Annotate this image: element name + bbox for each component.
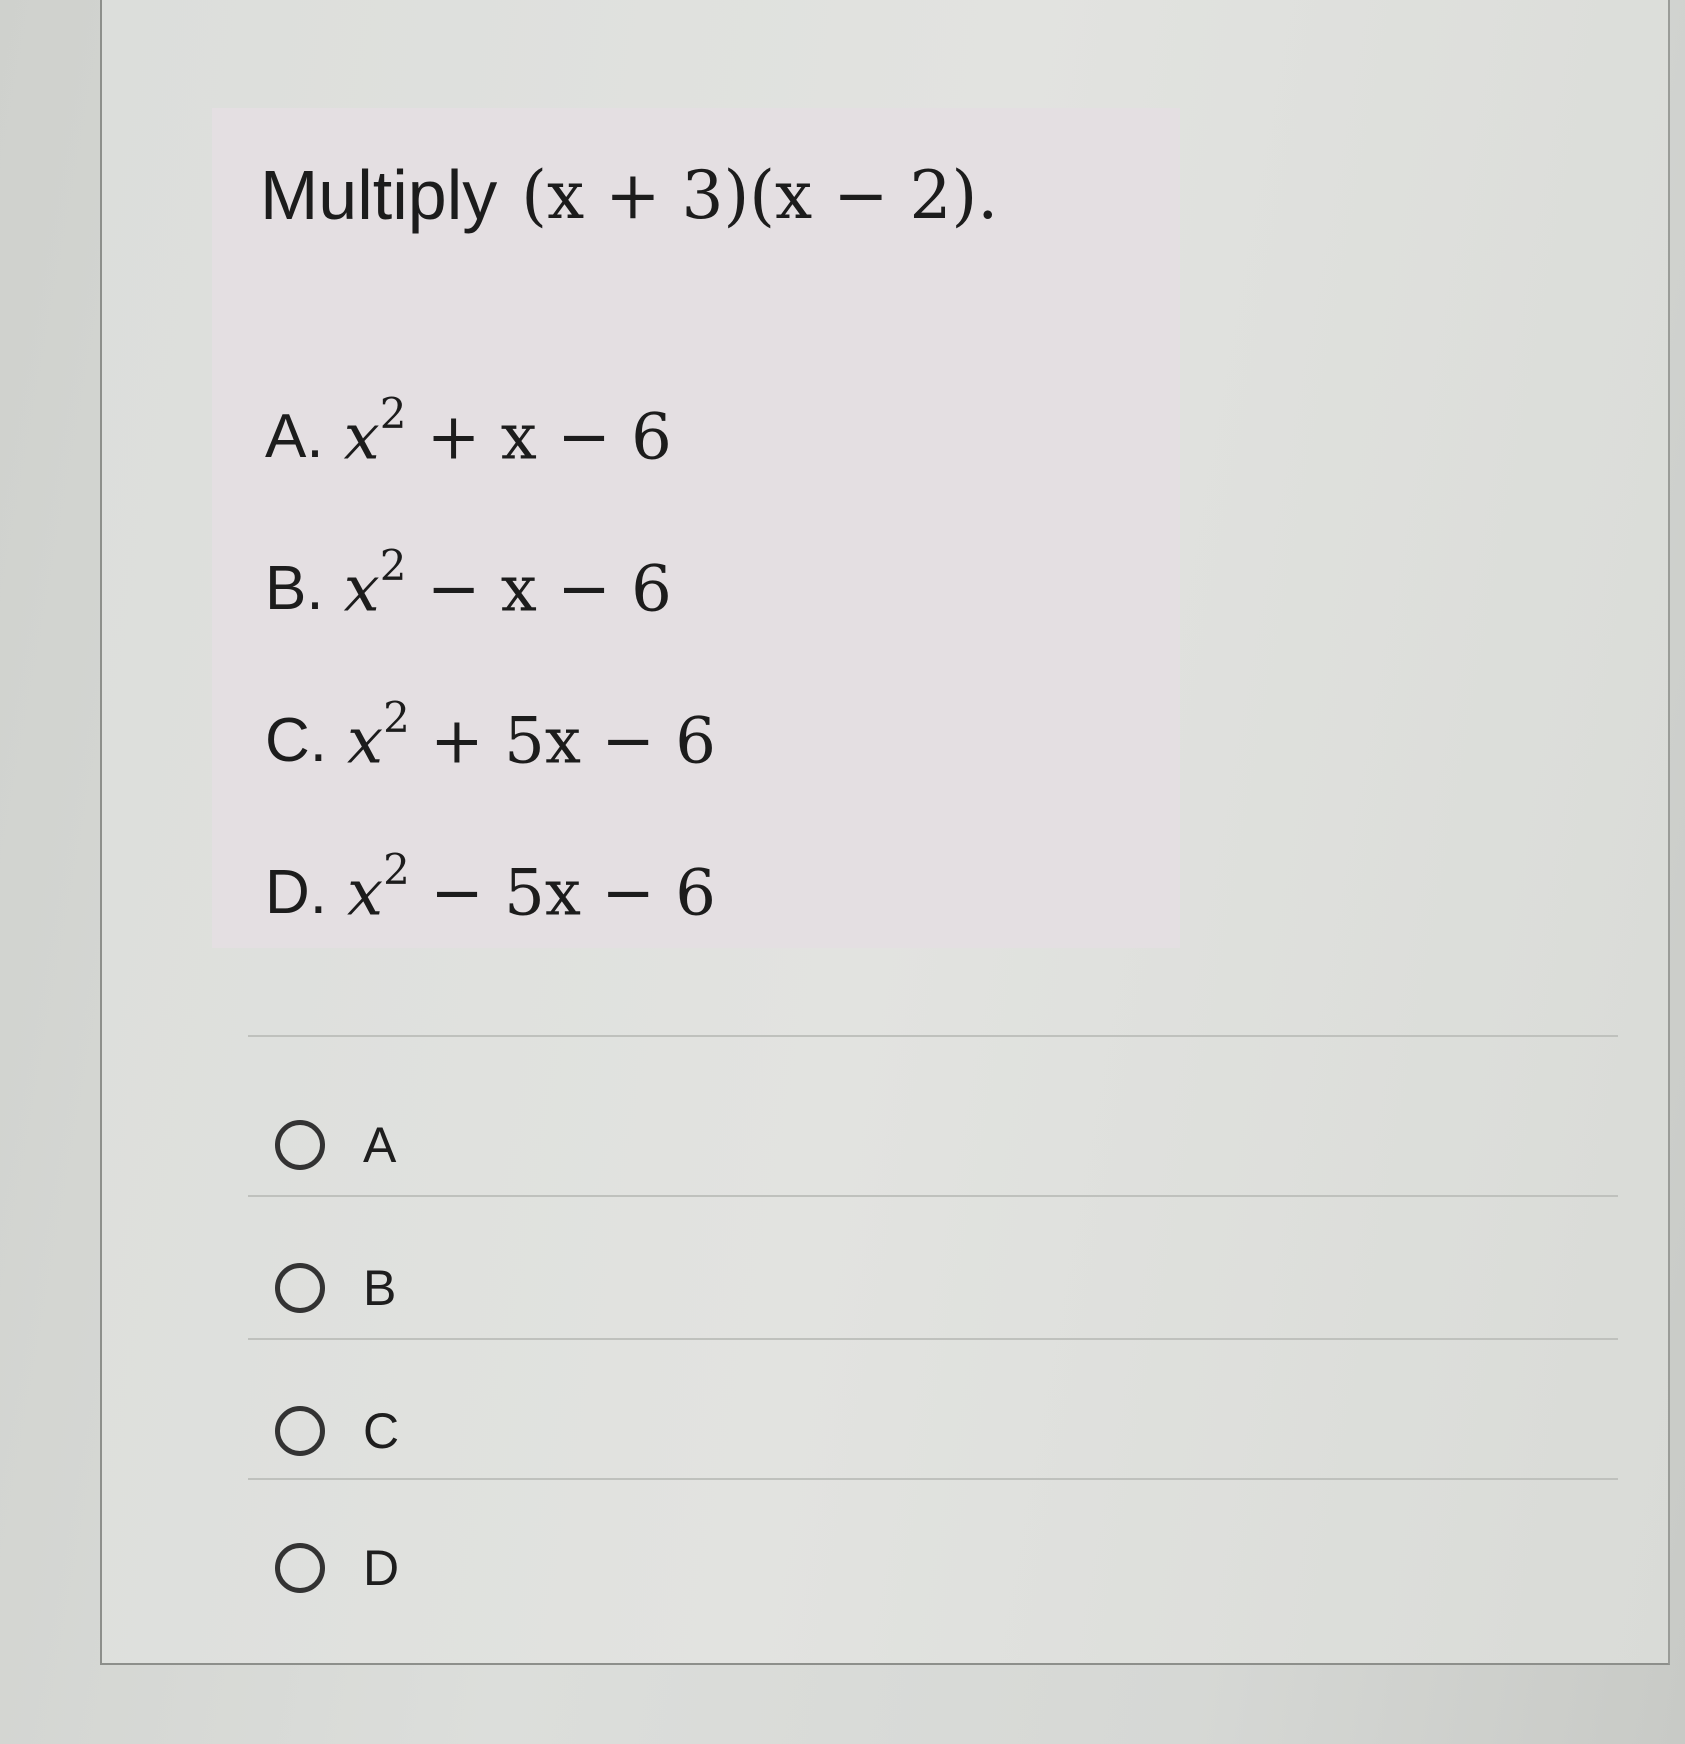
option-remainder: − 5x − 6 [409, 856, 716, 931]
option-expression [347, 693, 716, 779]
choice-label: B [363, 1260, 397, 1316]
radio-button-icon[interactable] [275, 1120, 325, 1170]
option-exponent: 2 [379, 389, 407, 439]
answer-options-list [265, 360, 716, 968]
radio-button-icon[interactable] [275, 1406, 325, 1456]
option-remainder: − x − 6 [406, 552, 672, 627]
answer-option-a [265, 360, 716, 512]
prompt-word: Multiply [260, 156, 498, 234]
radio-choice-a[interactable] [275, 1100, 396, 1190]
option-remainder: + 5x − 6 [409, 704, 716, 779]
answer-option-b [265, 512, 716, 664]
option-exponent: 2 [383, 693, 410, 743]
divider-top [248, 1035, 1618, 1037]
choice-label: C [363, 1403, 400, 1459]
option-letter: A. [265, 401, 324, 471]
choice-label: A [363, 1117, 397, 1173]
option-base: x [343, 400, 380, 475]
option-remainder: + x − 6 [406, 400, 672, 475]
option-expression [347, 845, 716, 931]
choice-label: D [363, 1540, 400, 1596]
radio-button-icon[interactable] [275, 1263, 325, 1313]
option-base: x [347, 856, 384, 931]
divider [248, 1195, 1618, 1197]
option-base: x [347, 704, 384, 779]
option-exponent: 2 [379, 541, 407, 591]
prompt-expression: (x + 3)(x − 2). [521, 156, 999, 234]
option-expression [343, 389, 672, 475]
answer-option-d [265, 816, 716, 968]
option-letter: C. [265, 705, 327, 775]
radio-choice-c[interactable] [275, 1386, 399, 1476]
option-letter: D. [265, 857, 327, 927]
divider [248, 1338, 1618, 1340]
radio-button-icon[interactable] [275, 1543, 325, 1593]
radio-choice-b[interactable] [275, 1243, 396, 1333]
question-prompt [260, 140, 998, 250]
option-exponent: 2 [383, 845, 410, 895]
option-letter: B. [265, 553, 324, 623]
answer-option-c [265, 664, 716, 816]
option-base: x [343, 552, 380, 627]
radio-choice-d[interactable] [275, 1523, 399, 1613]
option-expression [343, 541, 672, 627]
divider [248, 1478, 1618, 1480]
